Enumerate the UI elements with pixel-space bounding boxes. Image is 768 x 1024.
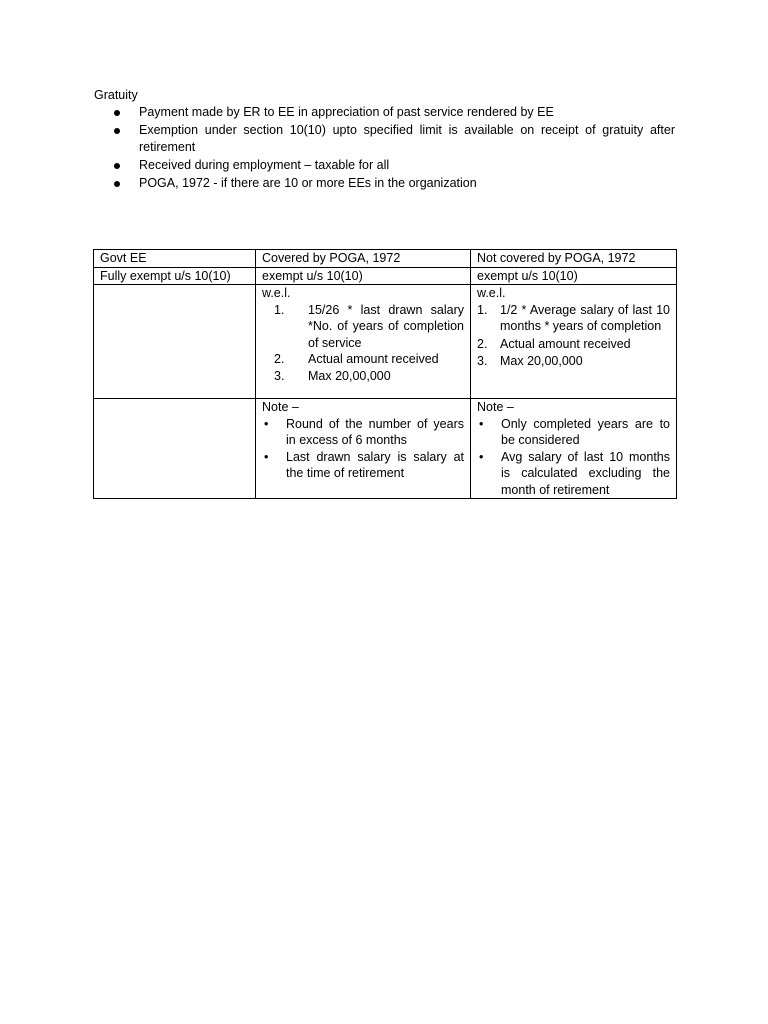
bullet-icon: •: [479, 416, 484, 431]
item-text: Max 20,00,000: [500, 354, 583, 368]
header-not-covered-poga: Not covered by POGA, 1972: [471, 250, 677, 268]
item-text: Max 20,00,000: [308, 368, 391, 383]
not-covered-notes-list: [477, 416, 670, 499]
note-text: Avg salary of last 10 months is calculated excluding the month of retirement: [501, 449, 670, 497]
item-number: 3.: [477, 354, 488, 368]
bullet-text: Exemption under section 10(10) upto specified limit is available on receipt of gratuity after retirement: [139, 123, 675, 154]
item-number: 3.: [274, 368, 285, 383]
covered-wel-list: [262, 302, 464, 385]
list-item: [477, 336, 670, 353]
header-covered-poga: Covered by POGA, 1972: [256, 250, 471, 268]
note-text: Only completed years are to be considered: [501, 416, 670, 447]
item-text: Actual amount received: [308, 352, 439, 366]
bullet-item: [94, 122, 675, 155]
cell-not-covered-exempt: exempt u/s 10(10): [471, 267, 677, 285]
list-item: [477, 302, 670, 335]
bullet-dot-icon: [114, 181, 120, 187]
list-item: [477, 353, 670, 370]
page-heading: Gratuity: [94, 88, 138, 102]
bullet-text: Payment made by ER to EE in appreciation of past service rendered by EE: [139, 105, 554, 119]
wel-label: w.e.l.: [262, 286, 291, 300]
bullet-item: [94, 157, 675, 174]
bullet-icon: •: [479, 449, 484, 464]
bullet-text: Received during employment – taxable for all: [139, 157, 390, 172]
note-text: Last drawn salary is salary at the time of retirement: [286, 449, 464, 480]
wel-label: w.e.l.: [477, 286, 506, 300]
table-header-row: [94, 250, 677, 268]
table-row-notes: [94, 399, 677, 499]
gratuity-table: [93, 249, 677, 499]
cell-covered-wel: [256, 285, 471, 399]
note-text: Round of the number of years in excess of 6 months: [286, 416, 464, 447]
item-text: 1/2 * Average salary of last 10 months * years of completion: [500, 302, 670, 333]
covered-notes-list: [262, 416, 464, 482]
cell-covered-exempt: exempt u/s 10(10): [256, 267, 471, 285]
list-item: [477, 449, 670, 499]
gratuity-bullet-list: [94, 104, 675, 193]
bullet-dot-icon: [114, 128, 120, 134]
list-item: [262, 351, 464, 368]
bullet-item: [94, 175, 675, 192]
item-text: Actual amount received: [500, 336, 631, 351]
list-item: [262, 368, 464, 385]
cell-govt-wel-empty: [94, 285, 256, 399]
bullet-icon: •: [264, 449, 269, 464]
item-number: 2.: [274, 352, 285, 366]
table-row-wel: [94, 285, 677, 399]
note-label: Note –: [477, 400, 514, 414]
list-item: [262, 416, 464, 449]
item-number: 1.: [477, 302, 488, 317]
cell-govt-note-empty: [94, 399, 256, 499]
bullet-dot-icon: [114, 110, 120, 116]
list-item: [477, 416, 670, 449]
item-number: 1.: [274, 302, 285, 317]
item-text: 15/26 * last drawn salary *No. of years of completion of service: [308, 302, 464, 350]
cell-govt-exempt: Fully exempt u/s 10(10): [94, 267, 256, 285]
not-covered-wel-list: [477, 302, 670, 370]
bullet-text: POGA, 1972 - if there are 10 or more EEs in the organization: [139, 175, 477, 190]
header-govt-ee: Govt EE: [94, 250, 256, 268]
table-row-exempt: [94, 267, 677, 285]
item-number: 2.: [477, 336, 488, 351]
list-item: [262, 302, 464, 352]
cell-not-covered-wel: [471, 285, 677, 399]
bullet-item: [94, 104, 675, 121]
note-label: Note –: [262, 400, 299, 414]
bullet-dot-icon: [114, 163, 120, 169]
cell-not-covered-notes: [471, 399, 677, 499]
bullet-icon: •: [264, 416, 269, 431]
cell-covered-notes: [256, 399, 471, 499]
list-item: [262, 449, 464, 482]
